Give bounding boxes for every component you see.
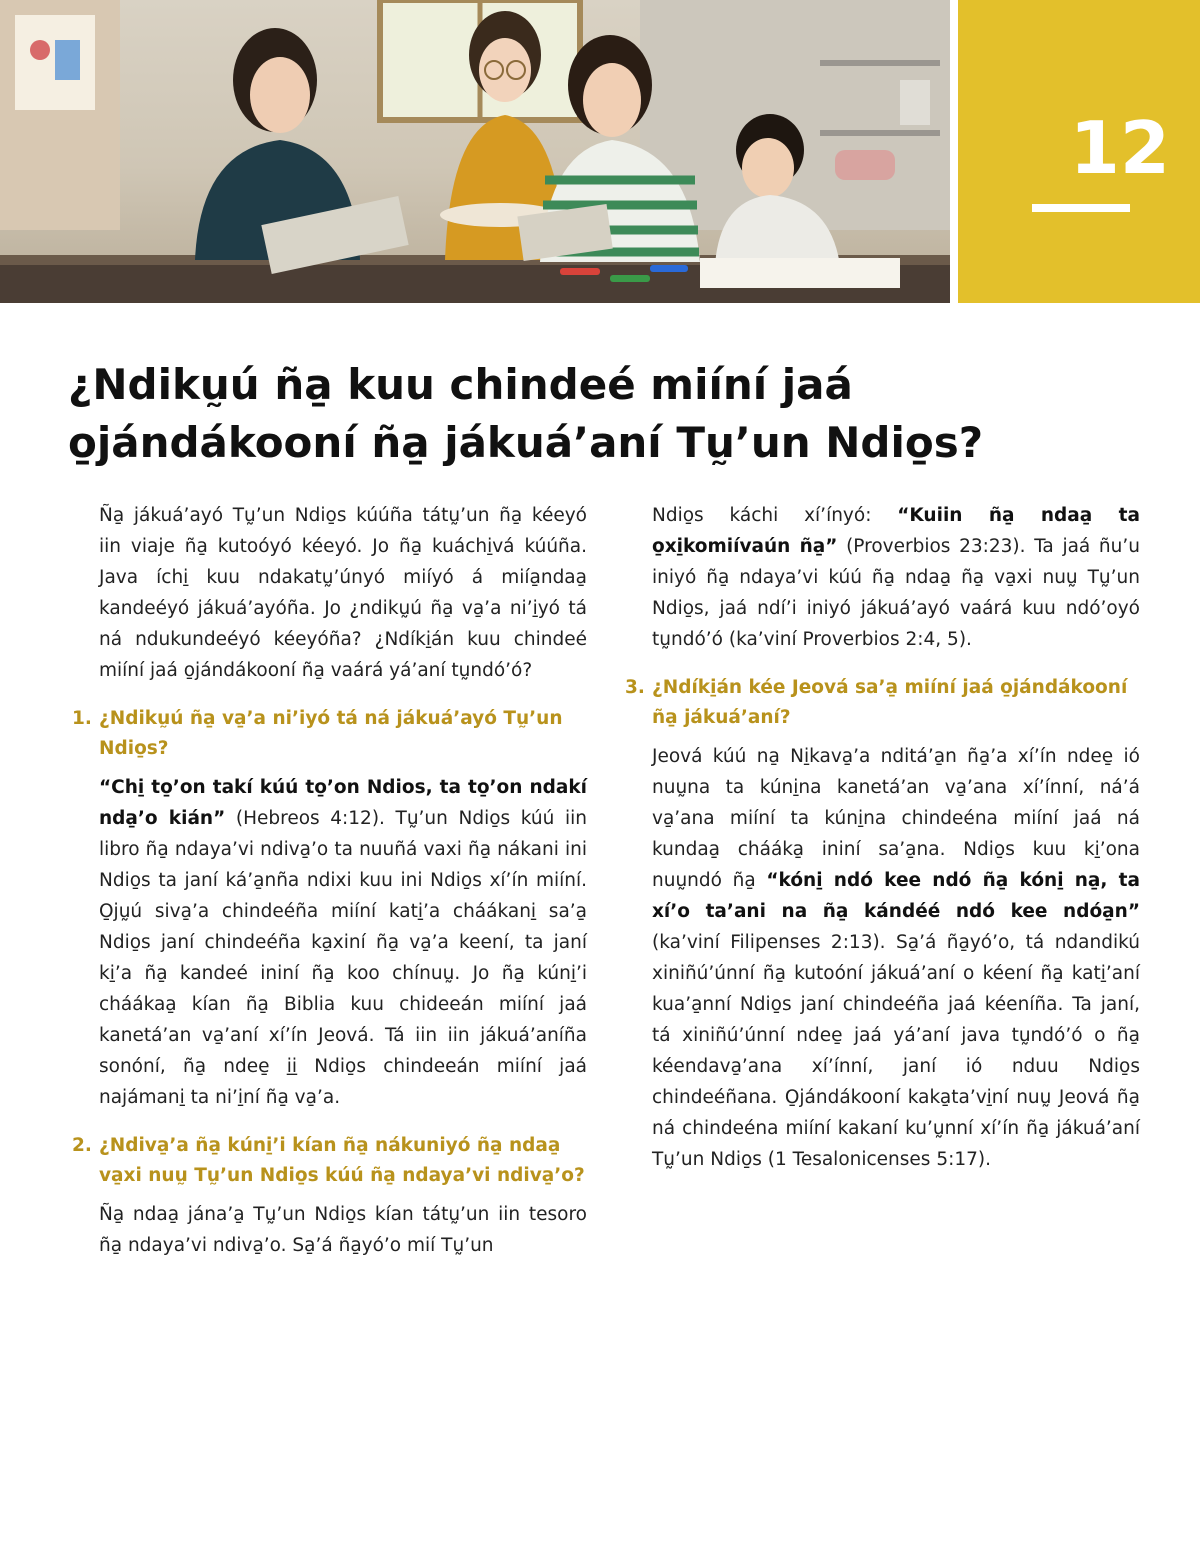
question-3-text: ¿Ndíki̱án kée Jeová sa’a̱ miíní jaá o̱jándákooní ña̱ jákuá’aní? [652,677,1128,728]
question-2-text: ¿Ndiva̱’a ña̱ kúni̱’i kían ña̱ nákuniyó ña̱ ndaa̱ va̱xi nuṵ Tṵ’un Ndio̱s kúú ña̱ ndaya’vi ndiva̱’o? [99,1135,585,1186]
answer-3-text-b: (ka’viní Filipenses 2:13). Sa̱’á ña̱yó’o, tá ndandikú xiniñú’únní ña̱ kutoóní jákuá’aní o kéení ña̱ kati̱’aní kua’a̱nní Ndio̱s janí chindeéña jaá kéeníña. Ta janí, tá xiniñú’únní ndee̱ jaá yá’aní java tṵndó’ó o ña̱ kéendava̱’ana xí’ínní, janí ió nduu Ndio̱s chindeéñana. O̱jándákooní kaka̱ta’vi̱ní nuṵ Jeová ña̱ ná chindeéna miíní kakaní ku’ṵnní xí’ín ña̱ jákuá’aní Tṵ’un Ndio̱s (1 Tesalonicenses 5:17). [652,932,1140,1170]
answer-2-text-b: (Proverbios 23:23). Ta jaá ñu’u iniyó ña̱ ndaya’vi kúú ña̱ ndaa̱ ña̱ va̱xi nuṵ Tṵ’un Ndio̱s, jaá ndí’i iniyó jákuá’ayó vaárá kuu ndó’oyó tṵndó’ó (ka’viní Proverbios 2:4, 5). [652,536,1140,650]
question-3 [625,673,1140,733]
page-title: ¿Ndikṵú ña̱ kuu chindeé miíní jaá o̱jándákooní ña̱ jákuá’aní Tṵ’un Ndio̱s? [68,360,984,467]
badge-underline [1032,204,1130,212]
question-3-number: 3. [625,677,645,698]
question-2-number: 2. [72,1135,92,1156]
answer-1-text: (Hebreos 4:12). Tṵ’un Ndio̱s kúú iin libro ña̱ ndaya’vi ndiva̱’o ta nuuñá vaxi ña̱ nákani ini Ndio̱s ta janí ká’a̱nña ndixi kuu ini Ndio̱s xí’ín miíní. O̱jṵú siva̱’a chindeéña miíní kati̱’a cháákani̱ sa’a̱ Ndio̱s janí chindeéña ka̱xiní ña̱ va̱’a keení, ta janí ki̱’a ña̱ kandeé ininí ña̱ koo chínuṵ. Jo ña̱ kúni̱’i cháákaa̱ kían ña̱ Biblia kuu chideeán miíní jaá kanetá’an va̱’aní xí’ín Jeová. Tá iin iin jákuá’aníña sonóní, ña̱ ndee̱ i̱i̱ Ndio̱s chindeeán miíní jaá najámani̱ ta ni’i̱ní ña̱ va̱’a. [99,808,587,1108]
answer-2-start: Ña̱ ndaa̱ jána’a̱ Tṵ’un Ndio̱s kían tátṵ’un iin tesoro ña̱ ndaya’vi ndiva̱’o. Sa̱’á ña̱yó’o mií Tṵ’un [99,1204,587,1256]
answer-3-quote: “kóni̱ ndó kee ndó ña̱ kóni̱ na̱, ta xí’o ta’ani na ña̱ kándéé ndó kee ndóa̱n” [652,870,1141,922]
right-column [625,500,1140,1175]
answer-2-continued [625,500,1140,655]
answer-2-quote: “Kuiin ña̱ ndaa̱ ta o̱xi̱komiívaún ña̱” [652,505,1140,557]
family-study-illustration [0,0,950,303]
answer-1-quote: “Chi̱ to̱’on takí kúú to̱’on Ndios, ta to̱’on ndakí nda̱’o kián” [99,777,587,829]
answer-1 [72,772,587,1113]
lesson-number: 12 [1069,106,1170,190]
answer-3-text-a: Jeová kúú na̱ Ni̱kava̱’a nditá’a̱n ña̱’a xí’ín ndee̱ ió nuṵna ta kúni̱na kanetá’an va̱’ana xí’ínní, ná’á va̱’ana miíní ta kúni̱na chindeéna miíní jaá ná kundaa̱ chááka̱ ininí sa’a̱na. Ndio̱s kuu ki̱’ona nuṵndó ña̱ [652,746,1140,891]
question-2 [72,1131,587,1191]
answer-2-text-a: Ndio̱s káchi xí’ínyó: [652,505,898,526]
question-1-number: 1. [72,708,92,729]
intro-paragraph: Ña̱ jákuá’ayó Tṵ’un Ndio̱s kúúña tátṵ’un ña̱ kéeyó iin viaje ña̱ kutoóyó kéeyó. Jo ña̱ kuáchi̱vá kúúña. Java íchi̱ kuu ndakatṵ’únyó miíyó á miía̱ndaa̱ kandeéyó jákuá’ayóña. Jo ¿ndikṵú ña̱ va̱’a ni’i̱yó tá ná ndukundeéyó kéeyóña? ¿Ndíki̱án kuu chindeé miíní jaá o̱jándákooní ña̱ vaárá yá’aní tṵndó’ó? [99,505,587,681]
question-1-text: ¿Ndikṵú ña̱ va̱’a ni’iyó tá ná jákuá’ayó Tṵ’un Ndio̱s? [99,708,563,759]
question-1 [72,704,587,764]
left-column [72,500,587,1261]
answer-3 [625,741,1140,1175]
lesson-badge [958,0,1200,303]
hero-photo [0,0,950,303]
